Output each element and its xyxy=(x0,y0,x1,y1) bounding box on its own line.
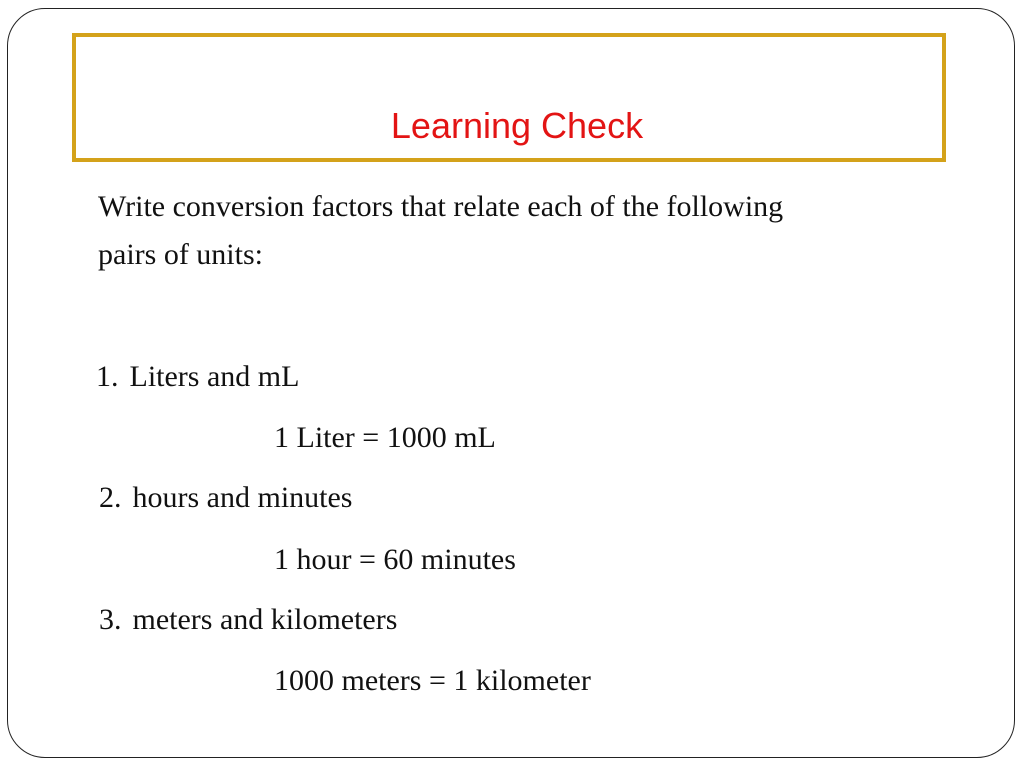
question-3-prompt: meters and kilometers xyxy=(132,603,398,636)
instruction-line-2: pairs of units: xyxy=(98,238,263,271)
question-1 xyxy=(96,362,299,392)
question-1-number: 1. xyxy=(96,360,119,393)
title-box xyxy=(72,33,946,162)
question-2 xyxy=(99,483,352,513)
answer-3: 1000 meters = 1 kilometer xyxy=(274,664,591,697)
question-2-prompt: hours and minutes xyxy=(132,481,353,514)
slide-title: Learning Check xyxy=(390,105,644,146)
question-3 xyxy=(99,605,397,635)
instruction-line-1: Write conversion factors that relate each of the following xyxy=(98,190,784,223)
answer-1: 1 Liter = 1000 mL xyxy=(274,421,496,454)
question-3-number: 3. xyxy=(99,603,122,636)
answer-2: 1 hour = 60 minutes xyxy=(274,543,516,576)
question-1-prompt: Liters and mL xyxy=(129,360,300,393)
question-2-number: 2. xyxy=(99,481,122,514)
